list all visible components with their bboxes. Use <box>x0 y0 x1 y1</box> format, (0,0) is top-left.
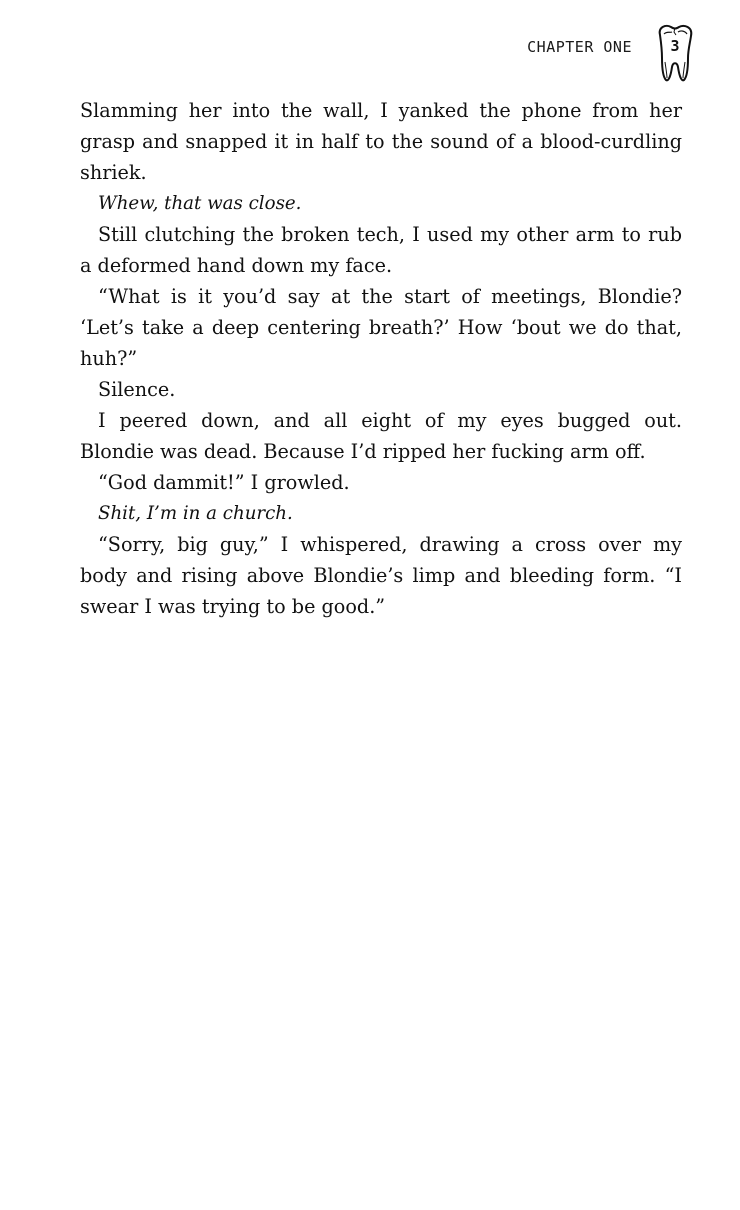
folio <box>651 22 699 84</box>
paragraph: “Sorry, big guy,” I whispered, drawing a cross over my body and rising above Blondie’s limp and bleeding form. “I swear I was trying to be good.” <box>80 533 682 618</box>
paragraph: I peered down, and all eight of my eyes bugged out. Blondie was dead. Because I’d ripped her fucking arm off. <box>80 409 682 463</box>
paragraph: “God dammit!” I growled. <box>98 471 350 494</box>
paragraph: “What is it you’d say at the start of meetings, Blondie? ‘Let’s take a deep centering breath?’ How ‘bout we do that, huh?” <box>80 285 682 370</box>
page-number: 3 <box>670 37 680 55</box>
paragraph-italic: Whew, that was close. <box>98 193 302 214</box>
paragraph: Silence. <box>98 378 176 401</box>
paragraph: Still clutching the broken tech, I used my other arm to rub a deformed hand down my face. <box>80 223 682 277</box>
paragraph: Slamming her into the wall, I yanked the phone from her grasp and snapped it in half to the sound of a blood-curdling shriek. <box>80 99 682 184</box>
paragraph-italic: Shit, I’m in a church. <box>98 503 293 524</box>
body-text <box>80 95 682 622</box>
running-head: CHAPTER ONE <box>527 38 632 56</box>
